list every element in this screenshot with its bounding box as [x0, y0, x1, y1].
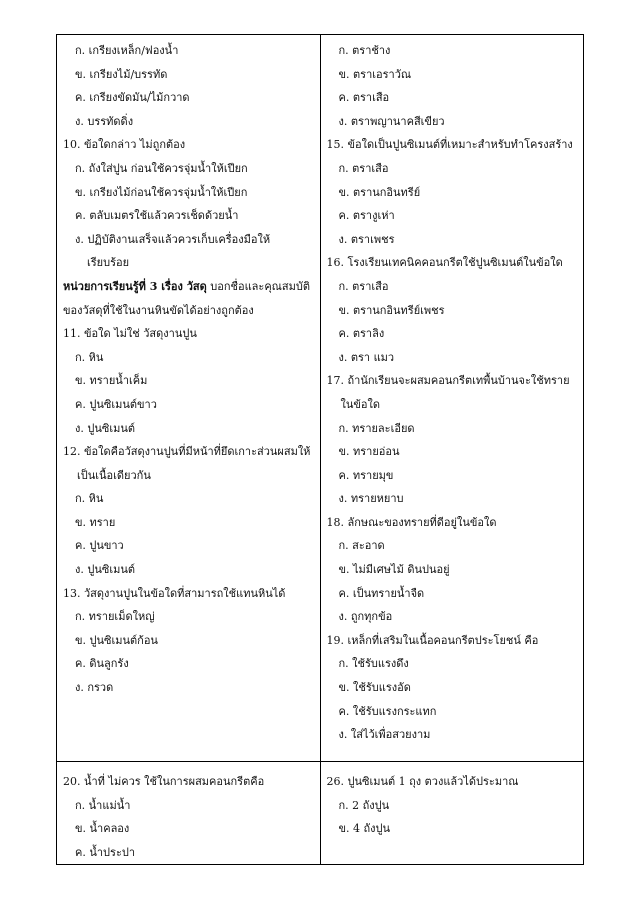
unit-heading [63, 275, 314, 299]
cell-right-bottom [320, 762, 584, 865]
answer-option: ง. ตรา แมว [338, 350, 395, 364]
exam-row-top [57, 35, 584, 762]
answer-option: ก. 2 ถังปูน [338, 798, 390, 812]
answer-option: ง. ปูนซิเมนต์ [75, 421, 136, 435]
cell-right-top [320, 35, 584, 762]
answer-option: ข. ตรานกอินทรีย์ [338, 185, 421, 199]
question-text: 13. วัสดุงานปูนในข้อใดที่สามารถใช้แทนหินได้ [63, 586, 286, 600]
answer-option: ข. เกรียงไม้/บรรทัด [75, 67, 168, 81]
answer-option: ค. ปูนซิเมนต์ขาว [75, 397, 157, 411]
answer-option: ค. น้ำประปา [75, 845, 136, 859]
question-text: 12. ข้อใดคือวัสดุงานปูนที่มีหน้าที่ยึดเกาะส่วนผสมให้ [63, 445, 311, 459]
text-continuation: เป็นเนื้อเดียวกัน [77, 468, 151, 482]
answer-option: ก. ทรายเม็ดใหญ่ [75, 610, 155, 624]
answer-option: ข. 4 ถังปูน [338, 822, 391, 836]
answer-option: ก. หิน [75, 350, 104, 364]
question-text: 11. ข้อใด ไม่ใช่ วัสดุงานปูน [63, 327, 197, 341]
answer-option: ก. สะอาด [338, 539, 385, 553]
answer-option: ข. น้ำคลอง [75, 822, 130, 836]
question-text: 16. โรงเรียนเทคนิคคอนกรีตใช้ปูนซิเมนต์ในข้อใด [326, 256, 563, 270]
answer-option: ง. ตราเพชร [338, 232, 395, 246]
answer-option: ก. ถังใส่ปูน ก่อนใช้ควรจุ่มน้ำให้เปียก [75, 161, 248, 175]
answer-option: ข. ตราเอราวัณ [338, 67, 412, 81]
answer-option: ง. ปูนซิเมนต์ [75, 563, 136, 577]
answer-option: ก. หิน [75, 492, 104, 506]
unit-heading-text: บอกชื่อและคุณสมบัติ [206, 279, 310, 293]
cell-left-bottom [57, 762, 321, 865]
question-text: 20. น้ำที่ ไม่ควร ใช้ในการผสมคอนกรีตคือ [63, 775, 265, 788]
answer-option: ข. ไม่มีเศษไม้ ดินปนอยู่ [338, 563, 450, 577]
answer-option: ง. ปฏิบัติงานเสร็จแล้วควรเก็บเครื่องมือให้ [75, 232, 271, 246]
left-column [57, 35, 320, 700]
answer-option: ข. เกรียงไม้ก่อนใช้ควรจุ่มน้ำให้เปียก [75, 185, 248, 199]
question-text: 10. ข้อใดกล่าว ไม่ถูกต้อง [63, 138, 186, 152]
answer-option: ก. ใช้รับแรงดึง [338, 657, 409, 671]
text-continuation: ในข้อใด [340, 397, 381, 411]
answer-option: ข. ทรายอ่อน [338, 445, 400, 459]
answer-option: ง. ถูกทุกข้อ [338, 610, 393, 624]
question-text: 17. ถ้านักเรียนจะผสมคอนกรีตเทพื้นบ้านจะใช้ทราย [326, 374, 570, 388]
question-text: 18. ลักษณะของทรายที่ดีอยู่ในข้อใด [326, 515, 497, 529]
answer-option: ค. ทรายมุข [338, 468, 394, 482]
answer-option: ง. ตราพญานาคสีเขียว [338, 114, 445, 128]
answer-option: ก. ตราเสือ [338, 161, 389, 175]
exam-sheet [56, 34, 584, 865]
answer-option: ก. ตราช้าง [338, 44, 391, 57]
answer-option: ก. ทรายละเอียด [338, 421, 415, 435]
cell-left-top [57, 35, 321, 762]
answer-option: ง. ทรายหยาบ [338, 492, 404, 506]
bottom-right-column [321, 762, 584, 841]
answer-option: ง. บรรทัดดิ่ง [75, 114, 134, 128]
answer-option: ข. ทราย [75, 515, 116, 529]
answer-option: ค. ตราลิง [338, 327, 385, 341]
answer-option: ง. กรวด [75, 681, 114, 695]
exam-row-bottom [57, 762, 584, 865]
answer-option: ค. ตรางูเห่า [338, 209, 395, 223]
answer-option: ข. ใช้รับแรงอัด [338, 681, 411, 695]
exam-table [56, 34, 584, 865]
answer-option: ค. เป็นทรายน้ำจืด [338, 586, 425, 600]
question-text: 19. เหล็กที่เสริมในเนื้อคอนกรีตประโยชน์ คือ [326, 633, 539, 647]
question-text: 15. ข้อใดเป็นปูนซิเมนต์ที่เหมาะสำหรับทำโครงสร้าง [326, 138, 573, 152]
answer-option: ค. เกรียงขัดมัน/ไม้กวาด [75, 91, 190, 105]
answer-option: ก. ตราเสือ [338, 279, 389, 293]
answer-option: ก. น้ำแม่น้ำ [75, 798, 131, 812]
answer-option: ค. ปูนขาว [75, 539, 124, 553]
question-text: 26. ปูนซิเมนต์ 1 ถุง ตวงแล้วได้ประมาณ [326, 775, 519, 788]
bottom-left-column [57, 762, 320, 864]
answer-option: ข. ทรายน้ำเค็ม [75, 374, 148, 388]
text-continuation: เรียบร้อย [87, 256, 130, 270]
question-text: ของวัสดุที่ใช้ในงานหินขัดได้อย่างถูกต้อง [63, 303, 254, 317]
right-column [321, 35, 584, 747]
answer-option: ก. เกรียงเหล็ก/ฟองน้ำ [75, 44, 179, 57]
answer-option: ค. ตลับเมตรใช้แล้วควรเช็ดด้วยน้ำ [75, 209, 239, 223]
answer-option: ง. ใส่ไว้เพื่อสวยงาม [338, 728, 431, 742]
answer-option: ค. ใช้รับแรงกระแทก [338, 704, 437, 718]
answer-option: ข. ตรานกอินทรีย์เพชร [338, 303, 445, 317]
answer-option: ค. ตราเสือ [338, 91, 390, 105]
unit-heading-bold: หน่วยการเรียนรู้ที่ 3 เรื่อง วัสดุ [63, 279, 207, 293]
answer-option: ข. ปูนซิเมนต์ก้อน [75, 633, 158, 647]
answer-option: ค. ดินลูกรัง [75, 657, 129, 671]
